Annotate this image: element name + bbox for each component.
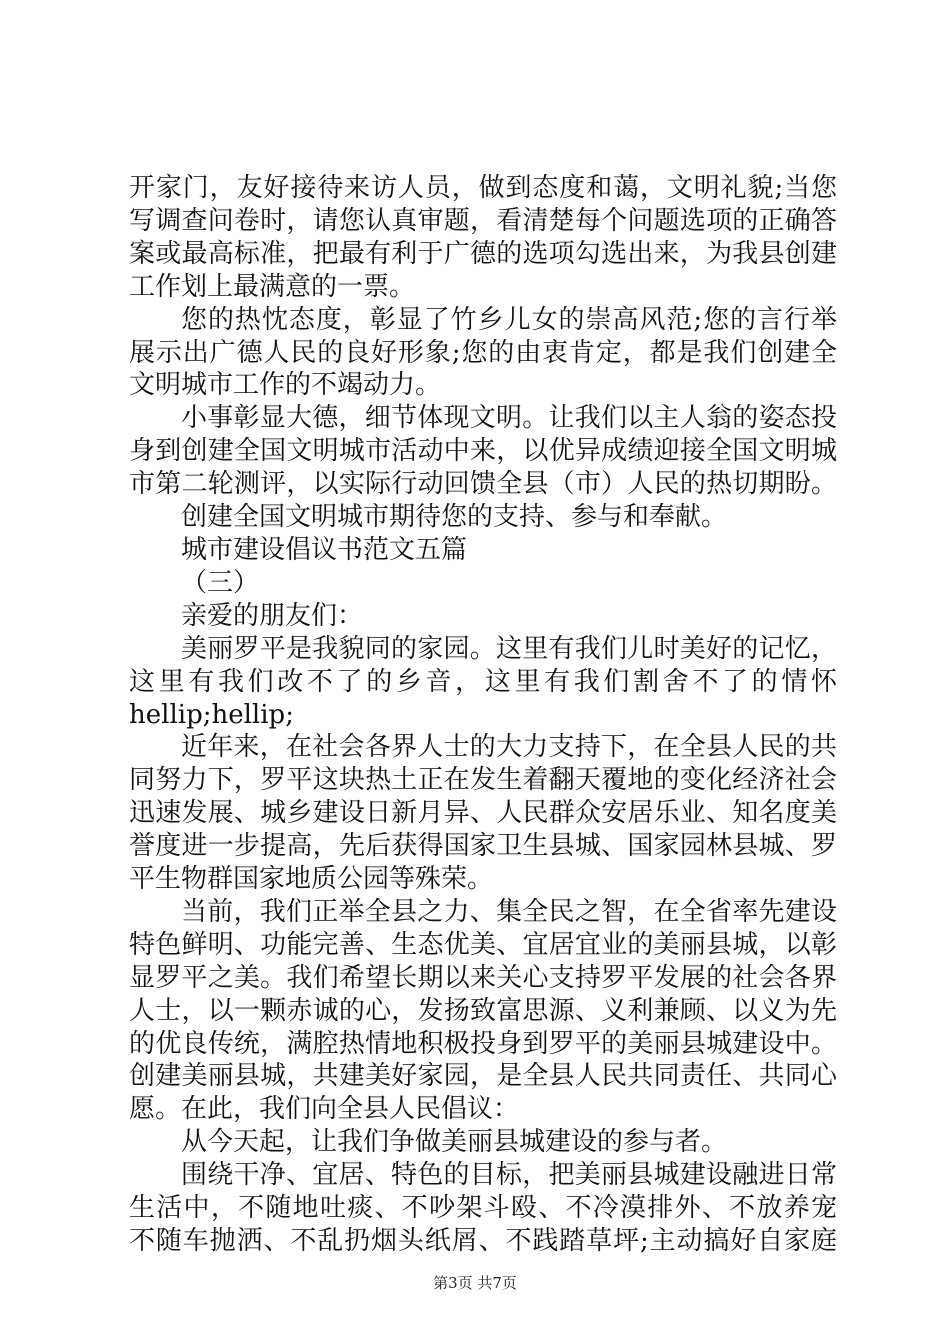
text-line: 身到创建全国文明城市活动中来，以优异成绩迎接全国文明城 xyxy=(129,436,837,466)
text-line: 不随车抛洒、不乱扔烟头纸屑、不践踏草坪;主动搞好自家庭 xyxy=(129,1226,837,1256)
text-line: 小事彰显大德，细节体现文明。让我们以主人翁的姿态投 xyxy=(181,403,837,433)
text-line: 人士，以一颗赤诚的心，发扬致富思源、义利兼顾、以义为先 xyxy=(129,996,837,1026)
text-line: 同努力下，罗平这块热土正在发生着翻天覆地的变化经济社会 xyxy=(129,765,837,795)
text-line: 开家门，友好接待来访人员，做到态度和蔼，文明礼貌;当您 xyxy=(129,173,837,203)
text-line: 围绕干净、宜居、特色的目标，把美丽县城建设融进日常 xyxy=(181,1160,837,1190)
text-line: 愿。在此，我们向全县人民倡议： xyxy=(129,1094,520,1124)
text-line: 平生物群国家地质公园等殊荣。 xyxy=(129,864,494,894)
text-line: 写调查问卷时，请您认真审题，看清楚每个问题选项的正确答 xyxy=(129,206,837,236)
text-line: 誉度进一步提高，先后获得国家卫生县城、国家园林县城、罗 xyxy=(129,831,837,861)
section-heading: 城市建设倡议书范文五篇 xyxy=(181,535,468,565)
text-line: 生活中，不随地吐痰、不吵架斗殴、不冷漠排外、不放养宠 xyxy=(129,1193,837,1223)
text-line: 特色鲜明、功能完善、生态优美、宜居宜业的美丽县城，以彰 xyxy=(129,930,837,960)
text-line: 您的热忱态度，彰显了竹乡儿女的崇高风范;您的言行举 xyxy=(181,305,837,335)
text-line: 美丽罗平是我貌同的家园。这里有我们儿时美好的记忆， xyxy=(181,634,837,664)
text-line: 从今天起，让我们争做美丽县城建设的参与者。 xyxy=(181,1127,728,1157)
text-line: hellip;hellip; xyxy=(129,700,294,730)
section-number: （三） xyxy=(181,568,260,598)
text-line: 案或最高标准，把最有利于广德的选项勾选出来，为我县创建 xyxy=(129,239,837,269)
text-line: 创建美丽县城，共建美好家园，是全县人民共同责任、共同心 xyxy=(129,1061,837,1091)
text-line: 近年来，在社会各界人士的大力支持下，在全县人民的共 xyxy=(181,732,837,762)
text-line: 工作划上最满意的一票。 xyxy=(129,272,416,302)
text-line: 这里有我们改不了的乡音，这里有我们割舍不了的情怀 xyxy=(129,667,837,697)
text-line: 当前，我们正举全县之力、集全民之智，在全省率先建设 xyxy=(181,897,837,927)
text-line: 文明城市工作的不竭动力。 xyxy=(129,370,442,400)
text-line: 市第二轮测评，以实际行动回馈全县（市）人民的热切期盼。 xyxy=(129,469,837,499)
salutation: 亲爱的朋友们： xyxy=(181,601,364,631)
text-line: 迅速发展、城乡建设日新月异、人民群众安居乐业、知名度美 xyxy=(129,798,837,828)
text-line: 显罗平之美。我们希望长期以来关心支持罗平发展的社会各界 xyxy=(129,963,837,993)
text-line: 创建全国文明城市期待您的支持、参与和奉献。 xyxy=(181,502,728,532)
text-line: 展示出广德人民的良好形象;您的由衷肯定，都是我们创建全 xyxy=(129,338,837,368)
text-line: 的优良传统，满腔热情地积极投身到罗平的美丽县城建设中。 xyxy=(129,1029,837,1059)
page-footer: 第3页 共7页 xyxy=(433,1274,517,1292)
